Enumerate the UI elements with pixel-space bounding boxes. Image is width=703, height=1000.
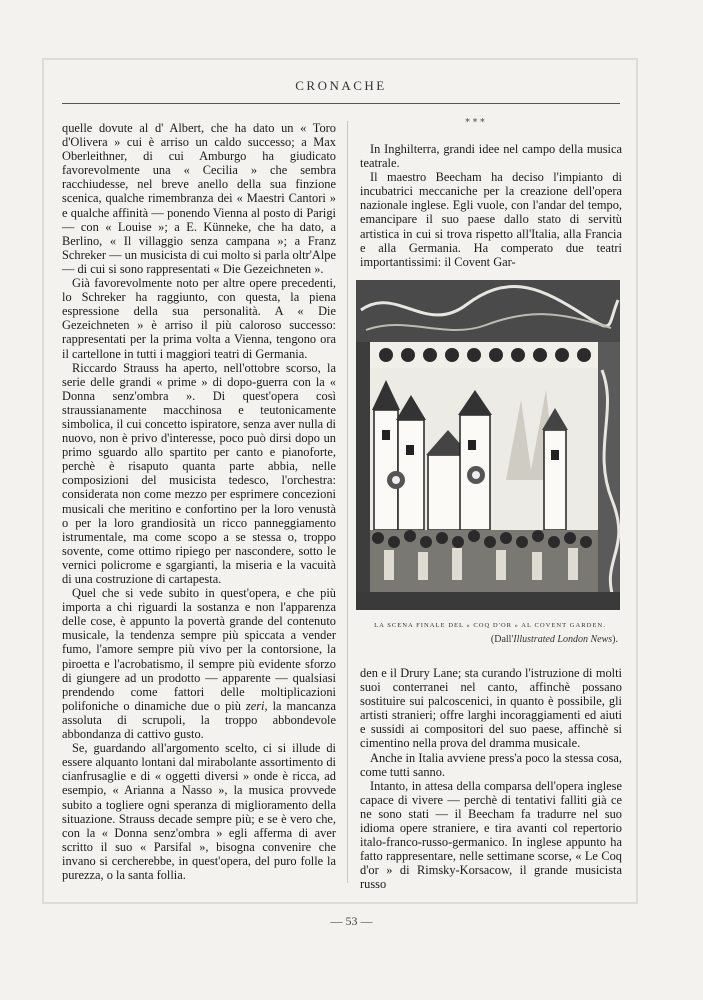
- figure-credit: [360, 634, 618, 645]
- page-number: — 53 —: [330, 914, 373, 928]
- section-asterism: * * *: [465, 118, 485, 128]
- credit-source: Illustrated London News: [513, 634, 613, 645]
- left-paragraph-4-part-a: Quel che si vede subito in quest'opera, e che più importa a chi riguardi la sostanza e non l'apparenza delle cose, è appunto la povertà grande del contenuto musicale, la tendenza sempre più spiccata a vender fumo, l'amore sempre più vivo per la contorsione, la piroetta e l'acrobatismo, il sempre più evidente sforzo di giungere ad un prodotto — apparente — qualsiasi prendendo come fattori delle moltiplicazioni polifoniche o dinamiche due o più: [62, 586, 336, 713]
- stage-illustration: [356, 280, 620, 610]
- left-paragraph-4-part-b: la mancanza assoluta di scrupoli, la troppo abbondevole abbondanza di cattivo gusto.: [62, 698, 336, 742]
- left-paragraph-2: Già favorevolmente noto per altre opere precedenti, lo Schreker ha raggiunto, con questa, la piena espressione della sua personalità. A « Die Gezeichneten » è arriso il più caloroso successo: rappresentati per la prima volta a Vienna, tengono ora il cartellone in tutti i maggiori teatri di Germania.: [62, 276, 336, 361]
- credit-suffix: ).: [612, 634, 618, 645]
- left-paragraph-5: Se, guardando all'argomento scelto, ci si illude di essere alquanto lontani dal mirabolante assortimento di cianfrusaglie e di « oggetti diversi » onde è ricca, ad esempio, « Arianna a Nasso », la musica provvede subito a togliere ogni speranza di miglioramento della situazione. Strauss decade sempre più; e se è vero che, con la « Donna senz'ombra » egli afferma di aver scritto il suo « Parsifal », bisogna convenire che invano si cercherebbe, in quest'opera, del puro folle la purezza, o la santa follia.: [62, 741, 336, 882]
- column-divider: [347, 121, 348, 883]
- credit-prefix: (Dall': [490, 634, 514, 645]
- right-paragraph-2: Il maestro Beecham ha deciso l'impianto di incubatrici meccaniche per la creazione dell'opera nazionale inglese. Egli vuole, con l'andar del tempo, emancipare il suo paese dallo stato di servitù artistica in cui si trova rispetto all'Italia, alla Francia e alla Germania. Ha comperato due teatri importantissimi: il Covent Gar-: [360, 170, 622, 269]
- right-column-top: [360, 142, 622, 269]
- running-header: CRONACHE: [295, 78, 387, 93]
- header-rule: [62, 103, 620, 104]
- left-paragraph-4-italic: zeri,: [245, 698, 268, 713]
- figure-caption: LA SCENA FINALE DEL « COQ D'OR » AL COVENT GARDEN.: [374, 622, 606, 629]
- right-column-bottom: [360, 666, 622, 892]
- left-column: [62, 121, 336, 882]
- right-paragraph-3: den e il Drury Lane; sta curando l'istruzione di molti suoi conterranei nel canto, affinchè possano sostituire sui palcoscenici, in quanto è possibile, gli artisti stranieri; offre larghi incoraggiamenti ed aiuti e sussidi ai compositori del suo paese, affinchè si cimentino nella prova del dramma musicale.: [360, 666, 622, 751]
- right-paragraph-4: Anche in Italia avviene press'a poco la stessa cosa, come tutti sanno.: [360, 750, 622, 779]
- right-paragraph-1: In Inghilterra, grandi idee nel campo della musica teatrale.: [360, 142, 622, 171]
- stage-illustration-drawing: [356, 280, 620, 610]
- left-paragraph-4: [62, 586, 336, 741]
- right-paragraph-5: Intanto, in attesa della comparsa dell'opera inglese capace di vivere — perchè di tentativi falliti già ce ne sono stati — il Beecham fa tradurre nel suo idioma opere straniere, e tira avanti col repertorio italo-franco-russo-germanico. In inglese appunto ha fatto rappresentare, nelle settimane scorse, « Le Coq d'or » di Rimsky-Korsacow, il grande musicista russo: [360, 778, 622, 892]
- left-paragraph-3: Riccardo Strauss ha aperto, nell'ottobre scorso, la serie delle grandi « prime » di dopo-guerra con la « Donna senz'ombra ». Di quest'opera così straussianamente macchinosa e teutonicamente simbolica, il cui concetto ispiratore, senza aver nulla di nuovo, non è privo d'interesse, poco può dirsi dopo un primo sguardo allo spartito per canto e pianoforte, perchè è risaputo quanta parte abbia, nelle composizioni del musicista tedesco, l'orchestra: considerata non come mezzo per esprimere concezioni musicali che meritino e confortino per la loro venustà o per la loro grandiosità un ricco panneggiamento istrumentale, ma come scopo a se stessa o, troppo sovente, come ottimo ripiego per nascondere, sotto le vernici policrome e sgargianti, la miseria e la vacuità di una costruzione di cartapesta.: [62, 360, 336, 586]
- left-paragraph-1: quelle dovute al d' Albert, che ha dato un « Toro d'Olivera » cui è arriso un caldo successo; a Max Oberleithner, di cui Amburgo ha giudicato favorevolmente una « Cecilia » che sembra racchiudesse, nel breve anello della sua finzione scenica, qualche rimembranza dei « Maestri Cantori » e qualche affinità — ponendo Vienna al posto di Parigi — con « Louise »; a E. Künneke, che ha dato, a Berlino, « Il villaggio senza campana »; a Franz Schreker — un musicista di cui molto si parla oltr'Alpe — di cui si sono rappresentati « Die Gezeichneten ».: [62, 121, 336, 276]
